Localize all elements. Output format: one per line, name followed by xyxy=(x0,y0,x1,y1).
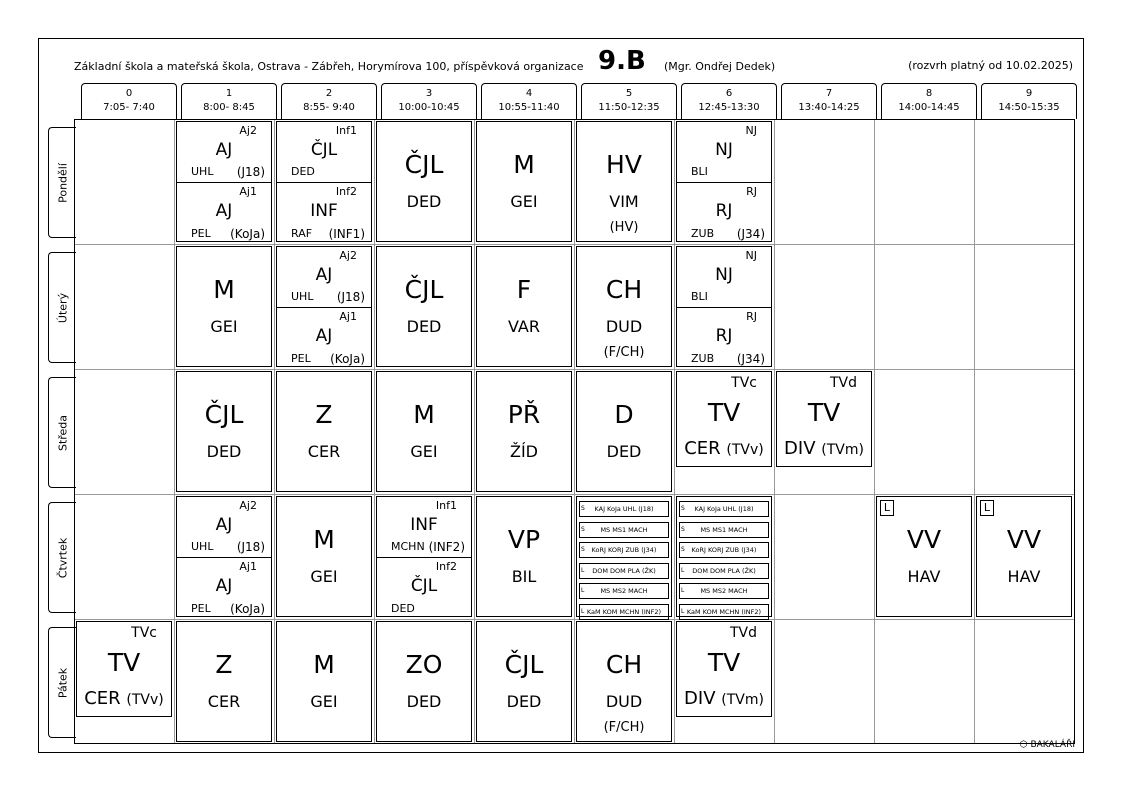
lesson-cell[interactable] xyxy=(776,371,872,467)
lesson-subject: AJ xyxy=(215,140,233,160)
period-time: 11:50-12:35 xyxy=(598,102,660,113)
period-number: 1 xyxy=(225,88,233,99)
lesson-teacher: PEL xyxy=(191,602,211,615)
period-header xyxy=(281,83,377,119)
lesson-group: TVc xyxy=(131,625,157,641)
lesson-teacher: MCHN xyxy=(391,540,425,553)
lesson-half xyxy=(677,247,771,308)
lesson-half xyxy=(177,497,271,558)
mini-lesson-text: KoRJ KORJ ZUB (J34) xyxy=(591,546,657,554)
lesson-cell[interactable] xyxy=(176,246,272,367)
mini-lesson xyxy=(579,501,669,517)
lesson-teacher: GEI xyxy=(410,442,438,461)
lesson-half xyxy=(677,183,771,244)
lesson-room: (TVm) xyxy=(821,442,864,458)
lesson-cell[interactable] xyxy=(576,121,672,242)
lesson-group: Aj2 xyxy=(239,499,257,512)
lesson-teacher: CER xyxy=(307,442,341,461)
lesson-teacher: DED xyxy=(606,442,642,461)
grid-column-line xyxy=(474,120,475,743)
lesson-subject: TV xyxy=(707,648,741,677)
mini-lesson-mark: L xyxy=(581,566,585,574)
lesson-cell[interactable] xyxy=(676,621,772,717)
period-header xyxy=(681,83,777,119)
lesson-half xyxy=(177,122,271,183)
period-number: 6 xyxy=(725,88,733,99)
lesson-subject: ČJL xyxy=(410,576,438,596)
bakalari-logo xyxy=(1020,740,1075,750)
lesson-subject: AJ xyxy=(315,326,333,346)
lesson-subject: NJ xyxy=(715,140,733,160)
school-name: Základní škola a mateřská škola, Ostrava - Zábřeh, Horymírova 100, příspěvková organizace xyxy=(74,60,584,73)
day-name: Pátek xyxy=(56,667,69,698)
lesson-half xyxy=(377,497,471,558)
period-header xyxy=(981,83,1077,119)
lesson-room: (J34) xyxy=(736,227,765,241)
period-number: 2 xyxy=(325,88,333,99)
mini-lesson-text: MS MS1 MACH xyxy=(700,525,748,534)
mini-lesson-text: KaM KOM MCHN (INF2) xyxy=(586,607,662,616)
lesson-subject: ČJL xyxy=(310,140,338,160)
lesson-teacher: DED xyxy=(291,165,315,178)
lesson-teacher: DIV xyxy=(684,688,716,709)
day-name: Čtvrtek xyxy=(56,537,69,578)
lesson-group: RJ xyxy=(746,310,757,323)
period-number: 8 xyxy=(925,88,933,99)
lesson-teacher: CER xyxy=(84,688,121,709)
lesson-room: (TVm) xyxy=(721,692,764,708)
lesson-cell[interactable] xyxy=(676,121,772,242)
lesson-cell[interactable] xyxy=(376,621,472,742)
lesson-cell[interactable] xyxy=(676,371,772,467)
mini-lesson xyxy=(679,542,769,558)
lesson-cell[interactable] xyxy=(676,496,772,617)
mini-lesson xyxy=(679,501,769,517)
lesson-group: NJ xyxy=(745,124,757,137)
day-name: Středa xyxy=(56,414,69,451)
day-name: Úterý xyxy=(56,292,69,323)
lesson-teacher: UHL xyxy=(291,290,314,303)
lesson-cell[interactable] xyxy=(176,371,272,492)
lesson-cell[interactable] xyxy=(476,496,572,617)
lesson-cell[interactable] xyxy=(276,371,372,492)
mini-lesson xyxy=(679,563,769,579)
lesson-subject: ČJL xyxy=(204,400,244,429)
lesson-teacher: DED xyxy=(406,192,442,211)
lesson-cell[interactable] xyxy=(476,371,572,492)
lesson-subject: VP xyxy=(507,525,541,554)
lesson-room: (J18) xyxy=(236,165,265,179)
lesson-cell[interactable] xyxy=(576,621,672,742)
period-time: 12:45-13:30 xyxy=(698,102,760,113)
lesson-room: (TVv) xyxy=(726,442,764,458)
lesson-group: TVd xyxy=(829,375,857,391)
period-header xyxy=(481,83,577,119)
mini-lesson-text: DOM DOM PLA (ŽK) xyxy=(692,566,756,575)
mini-lesson xyxy=(579,563,669,579)
mini-lesson-mark: L xyxy=(581,587,585,594)
lesson-cell[interactable] xyxy=(276,121,372,242)
grid-column-line xyxy=(174,120,175,743)
day-label xyxy=(48,127,76,238)
lesson-group: Aj1 xyxy=(239,560,257,573)
lesson-teacher: BIL xyxy=(511,567,537,586)
lesson-group: TVd xyxy=(729,625,757,641)
lesson-subject: Z xyxy=(315,400,333,429)
lesson-teacher: ZUB xyxy=(691,352,715,365)
lesson-group: RJ xyxy=(746,185,757,198)
mini-lesson-text: KoRJ KORJ ZUB (J34) xyxy=(691,546,757,554)
lesson-subject: VV xyxy=(1006,525,1042,554)
lesson-group: NJ xyxy=(745,249,757,262)
period-time: 13:40-14:25 xyxy=(798,102,860,113)
mini-lesson xyxy=(679,583,769,599)
grid-row-line xyxy=(75,244,1074,245)
day-name: Pondělí xyxy=(56,162,69,203)
lesson-subject: INF xyxy=(410,515,438,535)
lesson-teacher: DED xyxy=(406,692,442,711)
period-number: 7 xyxy=(825,88,833,99)
lesson-subject: M xyxy=(413,400,435,429)
period-header xyxy=(181,83,277,119)
lesson-teacher: RAF xyxy=(291,227,313,240)
mini-lesson-mark: L xyxy=(581,607,585,615)
mini-lesson-mark: S xyxy=(681,505,685,512)
lesson-half xyxy=(277,308,371,369)
lesson-half xyxy=(677,308,771,369)
lesson-subject: ČJL xyxy=(404,275,444,304)
lesson-group: Aj2 xyxy=(239,124,257,137)
lesson-cell[interactable] xyxy=(476,121,572,242)
lesson-teacher: BLI xyxy=(691,290,708,303)
grid-column-line xyxy=(874,120,875,743)
lesson-cell[interactable] xyxy=(276,621,372,742)
lesson-cell[interactable] xyxy=(376,371,472,492)
lesson-subject: CH xyxy=(605,275,643,304)
class-teacher: (Mgr. Ondřej Dedek) xyxy=(664,60,776,73)
lesson-room: (KoJa) xyxy=(230,227,265,241)
mini-lesson-text: MS MS2 MACH xyxy=(700,587,748,595)
lesson-subject: AJ xyxy=(215,201,233,221)
lesson-subject: M xyxy=(513,150,535,179)
lesson-subject: M xyxy=(313,525,335,554)
mini-lesson-text: MS MS1 MACH xyxy=(600,525,648,534)
mini-lesson-text: KaM KOM MCHN (INF2) xyxy=(686,607,762,616)
lesson-cell[interactable] xyxy=(576,496,672,617)
lesson-cell[interactable] xyxy=(676,246,772,367)
lesson-teacher: DIV xyxy=(784,438,816,459)
lesson-room: (INF2) xyxy=(428,540,465,554)
lesson-subject: M xyxy=(213,275,235,304)
lesson-group: Inf1 xyxy=(435,499,457,512)
mini-lesson-text: DOM DOM PLA (ŽK) xyxy=(592,566,656,575)
lesson-teacher: DED xyxy=(406,317,442,336)
lesson-half xyxy=(677,122,771,183)
lesson-room: (INF1) xyxy=(328,227,365,241)
lesson-subject: F xyxy=(516,275,532,304)
lesson-cell[interactable] xyxy=(476,621,572,742)
lesson-cell[interactable] xyxy=(176,621,272,742)
day-label xyxy=(48,377,76,488)
lesson-teacher: DUD xyxy=(605,692,643,711)
lesson-cell[interactable] xyxy=(276,496,372,617)
period-time: 14:50-15:35 xyxy=(998,102,1060,113)
lesson-subject: TV xyxy=(107,648,141,677)
day-label xyxy=(48,502,76,613)
mini-lesson xyxy=(579,522,669,538)
period-time: 10:00-10:45 xyxy=(398,102,460,113)
mini-lesson xyxy=(579,542,669,558)
lesson-group: Aj1 xyxy=(339,310,357,323)
mini-lesson-mark: S xyxy=(581,505,585,512)
grid-column-line xyxy=(974,120,975,743)
lesson-teacher: PEL xyxy=(191,227,211,240)
lesson-subject: INF xyxy=(310,201,338,221)
lesson-subject: Z xyxy=(215,650,233,679)
mini-lesson-mark: L xyxy=(681,566,685,574)
grid-column-line xyxy=(774,120,775,743)
lesson-subject: AJ xyxy=(215,515,233,535)
lesson-teacher-room xyxy=(777,438,871,459)
lesson-group: Inf2 xyxy=(335,185,357,198)
lesson-cell[interactable] xyxy=(276,246,372,367)
lesson-teacher-room xyxy=(677,688,771,709)
lesson-room: (KoJa) xyxy=(230,602,265,616)
mini-lesson-mark: S xyxy=(581,525,585,533)
lesson-cell[interactable] xyxy=(976,496,1072,617)
lesson-room: (J18) xyxy=(236,540,265,554)
lesson-cell[interactable] xyxy=(376,121,472,242)
grid-row-line xyxy=(75,494,1074,495)
lesson-teacher-room xyxy=(677,438,771,459)
hexagon-icon: ⬡ xyxy=(1019,740,1028,750)
lesson-cell[interactable] xyxy=(576,246,672,367)
valid-from: (rozvrh platný od 10.02.2025) xyxy=(908,59,1073,72)
lesson-cell[interactable] xyxy=(476,246,572,367)
mini-lesson-mark: L xyxy=(681,587,685,594)
mini-lesson xyxy=(579,604,669,620)
lesson-subject: PŘ xyxy=(507,400,541,429)
mini-lesson-text: KAJ KoJa UHL (J18) xyxy=(594,505,654,513)
lesson-room: (F/CH) xyxy=(603,345,645,360)
lesson-cell[interactable] xyxy=(576,371,672,492)
lesson-subject: RJ xyxy=(715,201,733,221)
grid-column-line xyxy=(674,120,675,743)
lesson-subject: ČJL xyxy=(504,650,544,679)
period-number: 9 xyxy=(1025,88,1033,99)
period-header xyxy=(381,83,477,119)
lesson-half xyxy=(277,122,371,183)
period-header xyxy=(781,83,877,119)
lesson-group: Aj2 xyxy=(339,249,357,262)
lesson-subject: RJ xyxy=(715,326,733,346)
lesson-subject: NJ xyxy=(715,265,733,285)
lesson-subject: D xyxy=(614,400,634,429)
lesson-teacher-room xyxy=(77,688,171,709)
lesson-teacher: CER xyxy=(684,438,721,459)
period-header xyxy=(81,83,177,119)
day-label xyxy=(48,252,76,363)
period-time: 8:55- 9:40 xyxy=(303,102,355,113)
period-number: 0 xyxy=(125,88,133,99)
mini-lesson xyxy=(579,583,669,599)
lesson-subject: TV xyxy=(807,398,841,427)
mini-lesson xyxy=(679,522,769,538)
lesson-group: Inf1 xyxy=(335,124,357,137)
lesson-room: (HV) xyxy=(609,220,639,235)
lesson-cell[interactable] xyxy=(176,496,272,617)
lesson-teacher: ZUB xyxy=(691,227,715,240)
lesson-cell[interactable] xyxy=(176,121,272,242)
lesson-teacher: HAV xyxy=(907,567,941,586)
mini-lesson-text: KAJ KoJa UHL (J18) xyxy=(694,505,754,513)
lesson-teacher: ŽÍD xyxy=(510,442,538,461)
logo-text: BAKALÁŘI xyxy=(1030,740,1075,750)
lesson-teacher: DUD xyxy=(605,317,643,336)
lesson-room: (TVv) xyxy=(126,692,164,708)
lesson-subject: ZO xyxy=(405,650,443,679)
grid-column-line xyxy=(374,120,375,743)
lesson-subject: AJ xyxy=(315,265,333,285)
lesson-badge: L xyxy=(880,500,894,516)
mini-lesson-mark: S xyxy=(681,525,685,533)
lesson-half xyxy=(277,183,371,244)
lesson-half xyxy=(277,247,371,308)
mini-lesson-mark: S xyxy=(681,546,685,553)
lesson-badge: L xyxy=(980,500,994,516)
lesson-subject: ČJL xyxy=(404,150,444,179)
lesson-half xyxy=(177,558,271,619)
lesson-room: (KoJa) xyxy=(330,352,365,366)
class-name: 9.B xyxy=(598,46,646,76)
period-number: 3 xyxy=(425,88,433,99)
lesson-teacher: BLI xyxy=(691,165,708,178)
lesson-subject: TV xyxy=(707,398,741,427)
lesson-teacher: GEI xyxy=(210,317,238,336)
lesson-room: (F/CH) xyxy=(603,720,645,735)
lesson-subject: CH xyxy=(605,650,643,679)
grid-row-line xyxy=(75,369,1074,370)
lesson-group: Aj1 xyxy=(239,185,257,198)
lesson-room: (J18) xyxy=(336,290,365,304)
lesson-group: Inf2 xyxy=(435,560,457,573)
lesson-teacher: PEL xyxy=(291,352,311,365)
period-time: 10:55-11:40 xyxy=(498,102,560,113)
lesson-teacher: UHL xyxy=(191,165,214,178)
lesson-group: TVc xyxy=(731,375,757,391)
lesson-half xyxy=(377,558,471,619)
period-header xyxy=(581,83,677,119)
lesson-subject: VV xyxy=(906,525,942,554)
lesson-room: (J34) xyxy=(736,352,765,366)
lesson-teacher: DED xyxy=(391,602,415,615)
lesson-teacher: GEI xyxy=(310,567,338,586)
lesson-cell[interactable] xyxy=(76,621,172,717)
period-header xyxy=(881,83,977,119)
lesson-cell[interactable] xyxy=(376,246,472,367)
grid-column-line xyxy=(574,120,575,743)
period-time: 7:05- 7:40 xyxy=(103,102,155,113)
lesson-teacher: VAR xyxy=(508,317,540,336)
lesson-teacher: UHL xyxy=(191,540,214,553)
lesson-subject: HV xyxy=(606,150,642,179)
lesson-half xyxy=(177,183,271,244)
mini-lesson xyxy=(679,604,769,620)
lesson-teacher: HAV xyxy=(1007,567,1041,586)
grid-column-line xyxy=(274,120,275,743)
lesson-teacher: GEI xyxy=(310,692,338,711)
lesson-subject: M xyxy=(313,650,335,679)
lesson-cell[interactable] xyxy=(876,496,972,617)
period-time: 14:00-14:45 xyxy=(898,102,960,113)
lesson-teacher: DED xyxy=(206,442,242,461)
lesson-teacher: GEI xyxy=(510,192,538,211)
lesson-teacher: CER xyxy=(207,692,241,711)
mini-lesson-mark: L xyxy=(681,607,685,615)
period-number: 5 xyxy=(625,88,633,99)
period-number: 4 xyxy=(525,88,533,99)
lesson-cell[interactable] xyxy=(376,496,472,617)
lesson-teacher: DED xyxy=(506,692,542,711)
grid-row-line xyxy=(75,619,1074,620)
mini-lesson-mark: S xyxy=(581,546,585,553)
period-time: 8:00- 8:45 xyxy=(203,102,255,113)
mini-lesson-text: MS MS2 MACH xyxy=(600,587,648,595)
lesson-subject: AJ xyxy=(215,576,233,596)
lesson-teacher: VIM xyxy=(609,192,639,211)
day-label xyxy=(48,627,76,738)
